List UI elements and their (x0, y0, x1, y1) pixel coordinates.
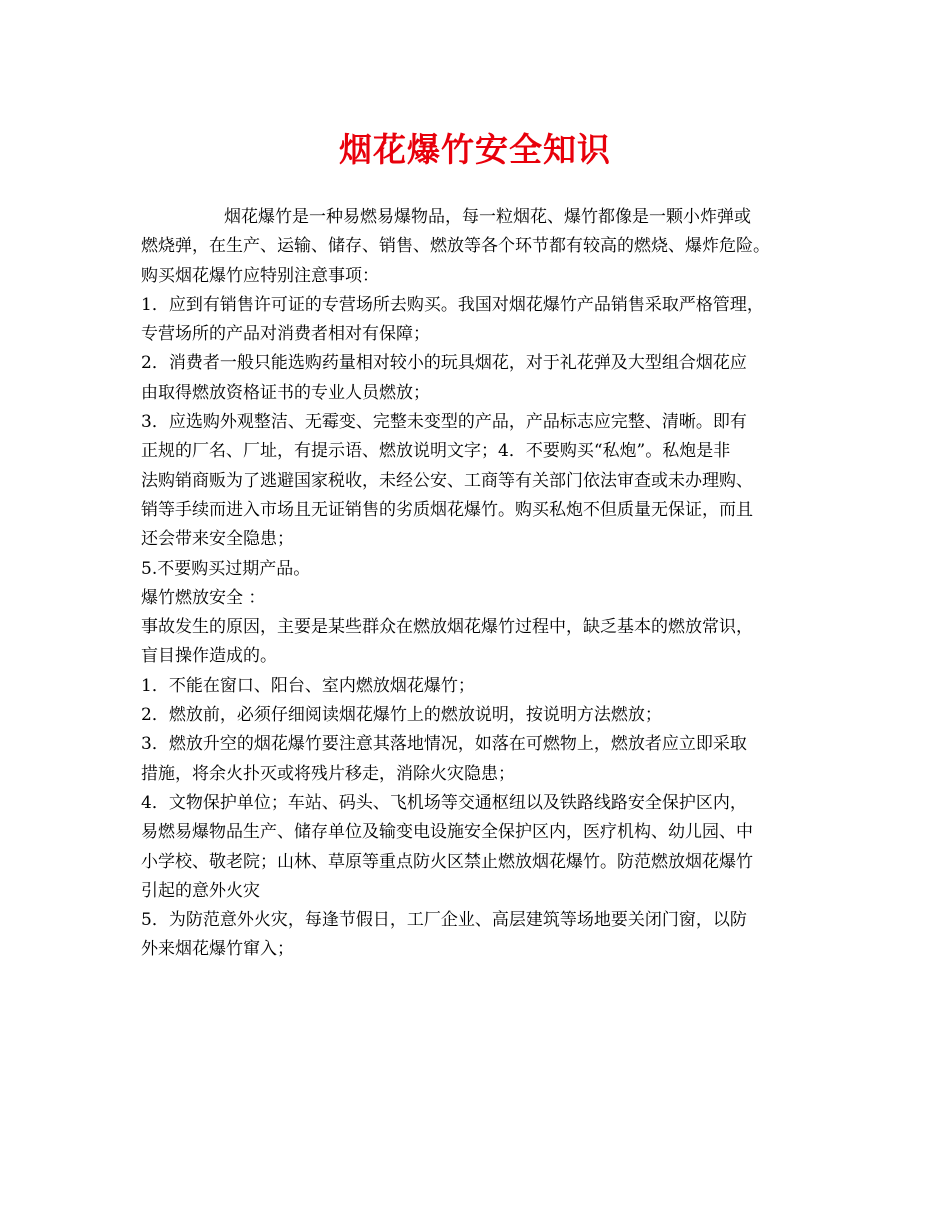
paragraph-line: 购买烟花爆竹应特别注意事项： (141, 265, 379, 286)
paragraph-line: 由取得燃放资格证书的专业人员燃放； (141, 382, 430, 403)
paragraph-line: 4．文物保护单位；车站、码头、飞机场等交通枢纽以及铁路线路安全保护区内， (141, 792, 747, 813)
document-title: 烟花爆竹安全知识 (339, 130, 611, 169)
paragraph-line: 外来烟花爆竹窜入； (141, 939, 294, 960)
paragraph-line: 盲目操作造成的。 (141, 646, 277, 667)
paragraph-line: 1．应到有销售许可证的专营场所去购买。我国对烟花爆竹产品销售采取严格管理， (141, 294, 764, 315)
paragraph-line: 1．不能在窗口、阳台、室内燃放烟花爆竹； (141, 675, 475, 696)
paragraph-line: 引起的意外火灾 (141, 880, 260, 901)
paragraph-line: 事故发生的原因，主要是某些群众在燃放烟花爆竹过程中，缺乏基本的燃放常识， (141, 617, 753, 638)
paragraph-line: 3．应选购外观整洁、无霉变、完整未变型的产品，产品标志应完整、清晰。即有 (141, 412, 747, 433)
paragraph-line: 5．为防范意外火灾，每逢节假日，工厂企业、高层建筑等场地要关闭门窗，以防 (141, 910, 747, 931)
paragraph-line: 措施，将余火扑灭或将残片移走，消除火灾隐患； (141, 763, 515, 784)
paragraph-line: 销等手续而进入市场且无证销售的劣质烟花爆竹。购买私炮不但质量无保证，而且 (141, 499, 753, 520)
paragraph-line: 5.不要购买过期产品。 (141, 558, 311, 579)
paragraph-line: 3．燃放升空的烟花爆竹要注意其落地情况，如落在可燃物上，燃放者应立即采取 (141, 734, 747, 755)
paragraph-line: 烟花爆竹是一种易燃易爆物品，每一粒烟花、爆竹都像是一颗小炸弹或 (224, 207, 751, 227)
paragraph-line: 爆竹燃放安全 ： (141, 587, 266, 608)
paragraph-line: 易燃易爆物品生产、储存单位及输变电设施安全保护区内，医疗机构、幼儿园、中 (141, 822, 753, 843)
paragraph-line: 2．燃放前，必须仔细阅读烟花爆竹上的燃放说明，按说明方法燃放； (141, 705, 662, 726)
paragraph-line: 法购销商贩为了逃避国家税收，未经公安、工商等有关部门依法审查或未办理购、 (141, 470, 753, 491)
paragraph-line: 专营场所的产品对消费者相对有保障； (141, 324, 430, 345)
paragraph-line: 小学校、敬老院；山林、草原等重点防火区禁止燃放烟花爆竹。防范燃放烟花爆竹 (141, 851, 753, 872)
paragraph-line: 正规的厂名、厂址，有提示语、燃放说明文字；4．不要购买“私炮”。私炮是非 (141, 441, 731, 462)
paragraph-line: 2．消费者一般只能选购药量相对较小的玩具烟花，对于礼花弹及大型组合烟花应 (141, 353, 747, 374)
paragraph-line: 燃烧弹，在生产、运输、储存、销售、燃放等各个环节都有较高的燃烧、爆炸危险。 (141, 236, 770, 257)
document-body (141, 203, 831, 965)
paragraph-line: 还会带来安全隐患； (141, 529, 294, 550)
